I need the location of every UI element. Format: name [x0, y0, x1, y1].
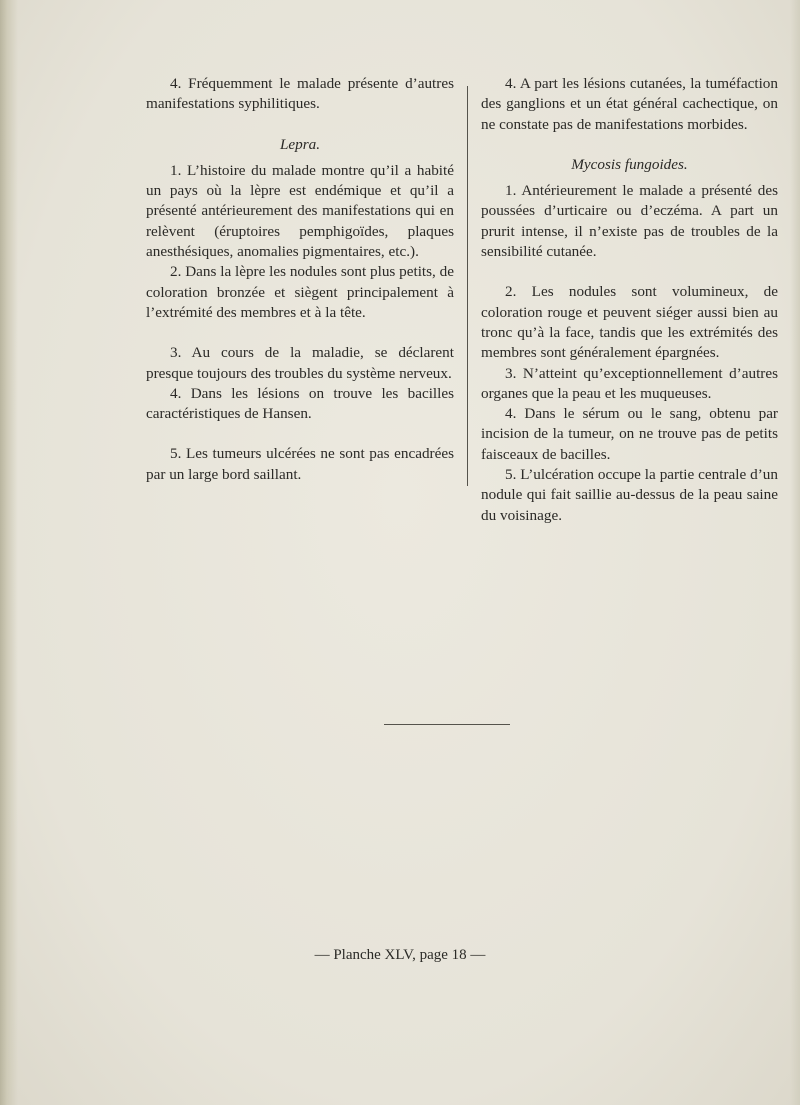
right-item-5: 5. L’ulcération occupe la partie centrale d’un nodule qui fait saillie au-dessus de la peau saine du voisinage.: [481, 466, 778, 524]
left-item-5: 5. Les tumeurs ulcérées ne sont pas encadrées par un large bord saillant.: [146, 445, 454, 483]
page-edge-shadow-right: [790, 0, 800, 1105]
right-heading: Mycosis fungoides.: [571, 155, 688, 173]
left-item-3: 3. Au cours de la maladie, se déclarent presque toujours des troubles du système nerveux.: [146, 344, 454, 382]
right-column: [481, 74, 778, 526]
left-intro-paragraph: 4. Fréquemment le malade présente d’autres manifestations syphilitiques.: [146, 75, 454, 113]
page-footer: — Planche XLV, page 18 —: [314, 947, 486, 963]
right-item-4: 4. Dans le sérum ou le sang, obtenu par incision de la tumeur, on ne trouve pas de petits faisceaux de bacilles.: [481, 405, 778, 463]
right-item-2: 2. Les nodules sont volumineux, de coloration rouge et peuvent siéger aussi bien au tronc qu’à la face, tandis que les extrémités des membres sont généralement épargnées.: [481, 283, 778, 362]
left-column: [146, 74, 454, 485]
section-rule: [384, 724, 510, 725]
left-item-4: 4. Dans les lésions on trouve les bacilles caractéristiques de Hansen.: [146, 384, 454, 423]
right-item-1: 1. Antérieurement le malade a présenté des poussées d’urticaire ou d’eczéma. A part un prurit intense, il n’existe pas de troubles de la sensibilité cutanée.: [481, 182, 778, 261]
right-item-3: 3. N’atteint qu’exceptionnellement d’autres organes que la peau et les muqueuses.: [481, 364, 778, 402]
left-heading: Lepra.: [279, 135, 321, 153]
page-edge-shadow: [0, 0, 18, 1105]
column-divider: [467, 86, 468, 486]
right-intro-paragraph: 4. A part les lésions cutanées, la tuméfaction des ganglions et un état général cachectique, on ne constate pas de manifestations morbides.: [481, 75, 778, 133]
left-item-2: 2. Dans la lèpre les nodules sont plus petits, de coloration bronzée et siègent principalement à l’extrémité des membres et à la tête.: [146, 263, 454, 321]
left-item-1: 1. L’histoire du malade montre qu’il a habité un pays où la lèpre est endémique et qu’il a présenté antérieurement des manifestations qui en relèvent (éruptoires pemphigoïdes, plaques anesthésiques, anomalies pigmentaires, etc.).: [146, 161, 454, 261]
